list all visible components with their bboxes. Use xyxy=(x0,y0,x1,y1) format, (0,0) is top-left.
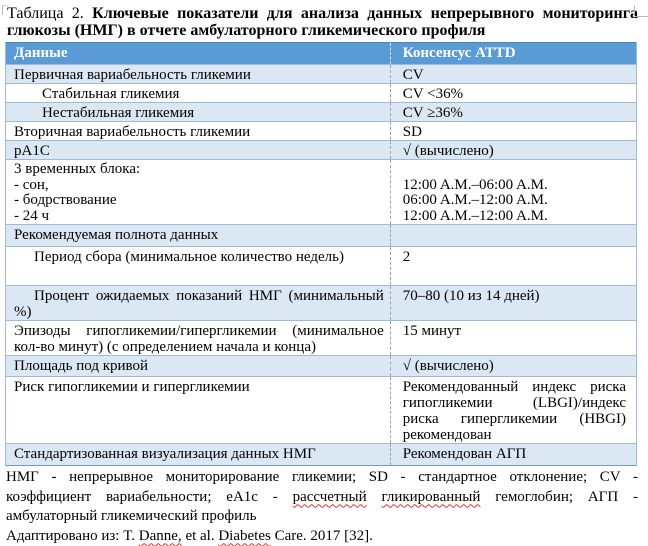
source-text: et al. xyxy=(182,528,219,544)
row-value-cell: 70–80 (10 из 14 дней) xyxy=(390,286,636,320)
source-note xyxy=(6,527,638,546)
table-row xyxy=(6,376,636,443)
row-label-cell xyxy=(6,160,390,224)
misspelled-word: Diabetes xyxy=(218,528,270,544)
table-row xyxy=(6,140,636,159)
row-label-cell: Вторичная вариабельность гликемии xyxy=(6,122,390,140)
time-block-value-line xyxy=(403,162,626,178)
table-header-row xyxy=(6,42,636,64)
table-row xyxy=(6,64,636,83)
table-row xyxy=(6,443,636,465)
time-block-label-line: - бодрствование xyxy=(14,193,384,209)
abbreviations-text xyxy=(367,489,382,505)
table-row xyxy=(6,83,636,102)
time-block-label-line: - сон, xyxy=(14,178,384,194)
row-value-cell: 2 xyxy=(390,247,636,285)
row-value-cell: CV <36% xyxy=(390,84,636,102)
table-row xyxy=(6,121,636,140)
row-label-cell: Площадь под кривой xyxy=(6,356,390,376)
row-value-cell: CV ≥36% xyxy=(390,103,636,121)
row-value-cell xyxy=(390,225,636,246)
table-footnotes xyxy=(6,468,638,546)
row-label-cell: Стабильная гликемия xyxy=(6,84,390,102)
cgm-indicators-table xyxy=(5,42,637,466)
row-label-cell: Стандартизованная визуализация данных НМГ xyxy=(6,444,390,465)
source-text: Адаптировано из: T. xyxy=(6,528,139,544)
row-label-cell: pA1C xyxy=(6,141,390,159)
row-value-cell xyxy=(390,160,636,224)
table-row xyxy=(6,102,636,121)
misspelled-word: гликированный xyxy=(381,489,480,505)
row-label-cell: Период сбора (минимальное количество недель) xyxy=(6,247,390,285)
row-label-cell: Рекомендуемая полнота данных xyxy=(6,225,390,246)
table-row xyxy=(6,159,636,224)
row-value-cell: Рекомендован АГП xyxy=(390,444,636,465)
table-row xyxy=(6,246,636,285)
abbreviations-note xyxy=(6,468,638,527)
row-value-cell: √ (вычислено) xyxy=(390,356,636,376)
time-block-value-line: 12:00 A.M.–06:00 A.M. xyxy=(403,178,626,194)
row-value-cell: 15 минут xyxy=(390,321,636,355)
row-label-cell: Нестабильная гликемия xyxy=(6,103,390,121)
page-margin-mark-top-left xyxy=(2,5,9,15)
misspelled-word: Danne, xyxy=(139,528,182,544)
table-row xyxy=(6,285,636,320)
table-caption-title-part1: Ключевые показатели для анализа данных непрерывного мониторинга xyxy=(92,5,638,22)
abbreviations-text: НМГ - непрерывное мониторирование гликемии; SD - стандартное отклонение; CV - коэффициент вариабельности; eA1c - xyxy=(6,469,638,505)
row-label-cell: Эпизоды гипогликемии/гипергликемии (минимальное кол-во минут) (с определением начала и конца) xyxy=(6,321,390,355)
time-block-label-line: 3 временных блока: xyxy=(14,162,384,178)
row-value-cell: CV xyxy=(390,65,636,83)
page-margin-mark-top-right xyxy=(634,5,648,17)
time-block-value-line: 12:00 A.M.–12:00 A.M. xyxy=(403,209,626,225)
row-label-cell: Процент ожидаемых показаний НМГ (минимальный %) xyxy=(6,286,390,320)
table-row xyxy=(6,355,636,376)
table-caption xyxy=(7,5,638,39)
table-caption-prefix: Таблица 2. xyxy=(7,5,92,22)
abbreviations-text: гемоглобин; АГП - амбулаторный гликемический профиль xyxy=(6,489,638,525)
time-block-label-line: - 24 ч xyxy=(14,209,384,225)
table-caption-line1 xyxy=(7,5,638,22)
row-label-cell: Риск гипогликемии и гипергликемии xyxy=(6,377,390,443)
header-cell-data: Данные xyxy=(6,43,390,64)
row-value-cell: Рекомендованный индекс риска гипогликемии (LBGI)/индекс риска гипергликемии (HBGI) рекомендован xyxy=(390,377,636,443)
table-caption-title-part2: глюкозы (НМГ) в отчете амбулаторного гликемического профиля xyxy=(7,22,485,39)
row-value-cell: SD xyxy=(390,122,636,140)
row-label-cell: Первичная вариабельность гликемии xyxy=(6,65,390,83)
header-cell-attd-consensus: Консенсус ATTD xyxy=(390,43,636,64)
row-value-cell: √ (вычислено) xyxy=(390,141,636,159)
table-row xyxy=(6,224,636,246)
misspelled-word: рассчетный xyxy=(293,489,367,505)
time-block-value-line: 06:00 A.M.–12:00 A.M. xyxy=(403,193,626,209)
source-text: Care. 2017 [32]. xyxy=(271,528,373,544)
table-row xyxy=(6,320,636,355)
